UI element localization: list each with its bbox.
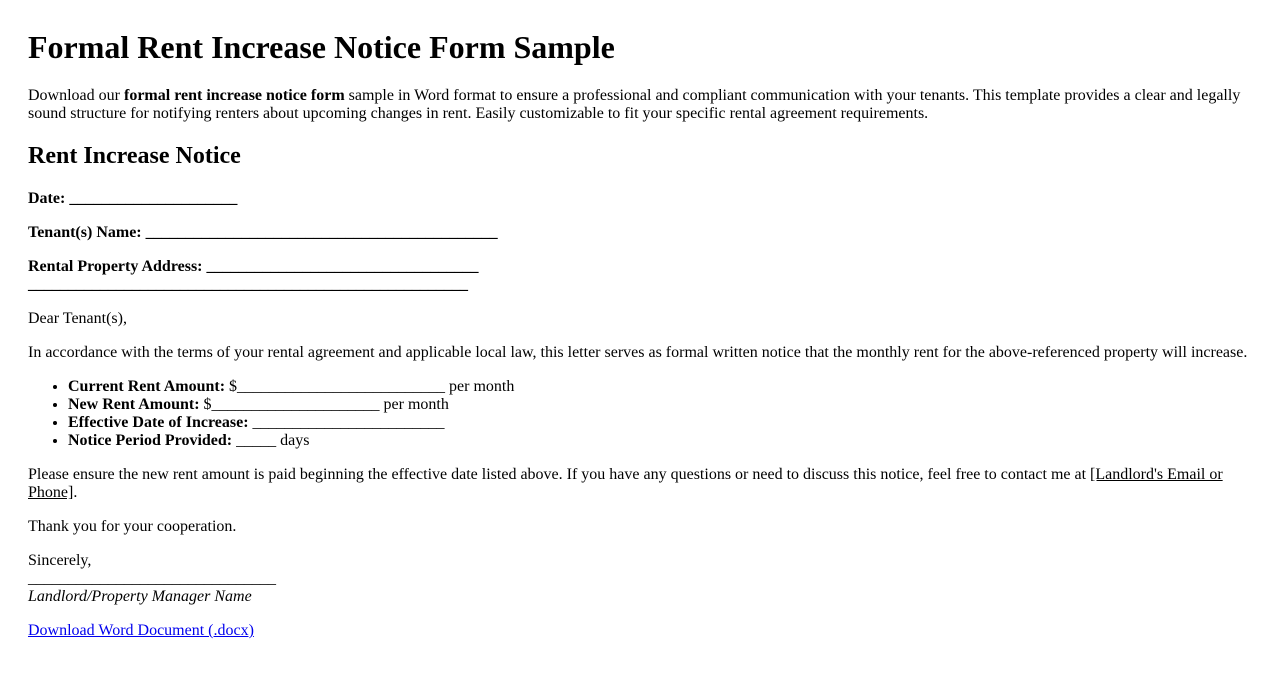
intro-bold-phrase: formal rent increase notice form: [123, 87, 345, 104]
notice-heading: Rent Increase Notice: [28, 143, 241, 169]
download-paragraph: [28, 622, 1250, 640]
list-item-notice-period: [68, 432, 1250, 450]
rent-detail-list: [28, 378, 1250, 450]
list-item-current-rent-label: Current Rent Amount:: [68, 378, 226, 395]
signature-line: _______________________________: [28, 570, 276, 587]
contact-paragraph: [28, 466, 1250, 502]
field-date-blank: _____________________: [65, 190, 238, 207]
field-property-address-blank: __________________________________: [202, 258, 479, 275]
list-item-current-rent: [68, 378, 1250, 396]
field-property-address-blank-line2: _______________________________________________________: [28, 276, 468, 293]
intro-paragraph: [28, 87, 1250, 123]
field-tenant-name: [28, 224, 1250, 242]
list-item-effective-date-label: Effective Date of Increase:: [68, 414, 249, 431]
field-property-address-label: Rental Property Address:: [28, 258, 203, 275]
thanks-paragraph: Thank you for your cooperation.: [28, 518, 237, 535]
signature-name: Landlord/Property Manager Name: [28, 588, 252, 605]
field-date: [28, 190, 1250, 208]
intro-text-before: Download our: [28, 87, 124, 104]
field-property-address: [28, 258, 1250, 294]
list-item-new-rent-blank: $_____________________ per month: [199, 396, 449, 413]
closing-text: Sincerely,: [28, 552, 92, 569]
salutation: Dear Tenant(s),: [28, 310, 127, 327]
list-item-new-rent-label: New Rent Amount:: [68, 396, 200, 413]
list-item-notice-period-label: Notice Period Provided:: [68, 432, 233, 449]
field-tenant-name-blank: ____________________________________________: [141, 224, 498, 241]
download-docx-link[interactable]: Download Word Document (.docx): [28, 622, 254, 639]
body-paragraph: In accordance with the terms of your rental agreement and applicable local law, this letter serves as formal written notice that the monthly rent for the above-referenced property will increase.: [28, 344, 1248, 361]
contact-placeholder: [Landlord's Email or Phone]: [28, 466, 1223, 501]
field-tenant-name-label: Tenant(s) Name:: [28, 224, 142, 241]
page-title: Formal Rent Increase Notice Form Sample: [28, 29, 615, 65]
list-item-new-rent: [68, 396, 1250, 414]
list-item-effective-date-blank: ________________________: [248, 414, 445, 431]
field-date-label: Date:: [28, 190, 66, 207]
list-item-current-rent-blank: $__________________________ per month: [225, 378, 515, 395]
contact-text-before: Please ensure the new rent amount is paid beginning the effective date listed above. If you have any questions or need to discuss this notice, feel free to contact me at: [28, 466, 1091, 483]
contact-text-after: .: [73, 484, 78, 501]
list-item-effective-date: [68, 414, 1250, 432]
signature-block: [28, 552, 1250, 606]
list-item-notice-period-blank: _____ days: [232, 432, 310, 449]
intro-text-after: sample in Word format to ensure a professional and compliant communication with your tenants. This template provides a clear and legally sound structure for notifying renters about upcoming changes in rent. Easily customizable to fit your specific rental agreement requirements.: [28, 87, 1241, 122]
